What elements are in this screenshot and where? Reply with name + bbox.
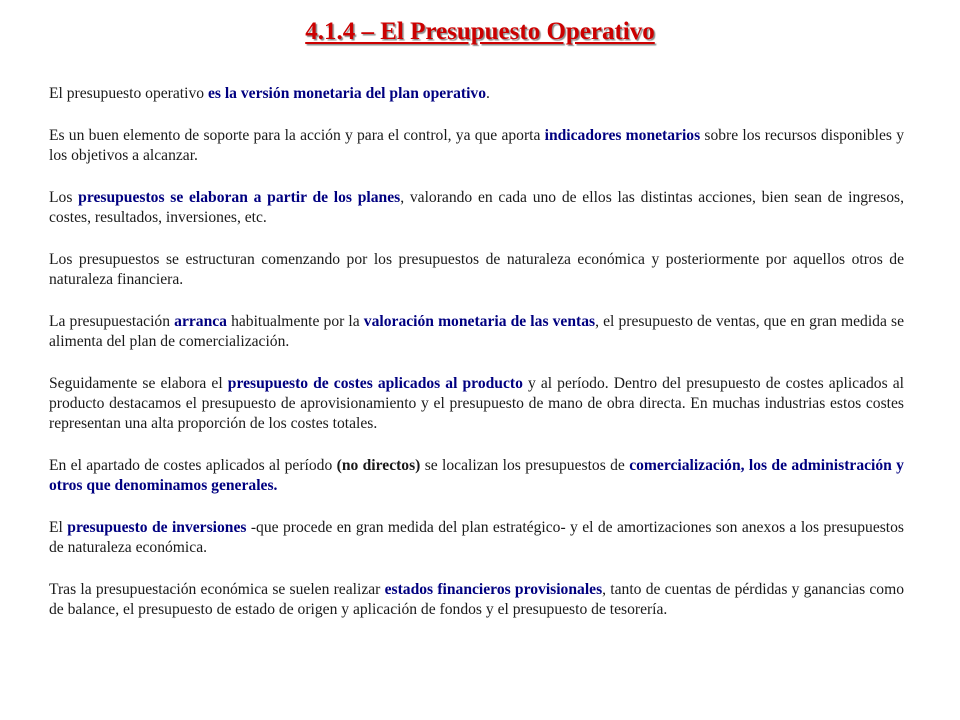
- paragraph-text: habitualmente por la: [226, 313, 364, 330]
- highlighted-text: arranca: [174, 313, 227, 330]
- paragraph: [49, 374, 904, 434]
- paragraph: [49, 518, 904, 558]
- highlighted-text: comercialización, los de administración y otros que denominamos generales.: [49, 457, 904, 494]
- highlighted-text: presupuestos se elaboran a partir de los planes: [78, 189, 401, 206]
- paragraph: [49, 126, 904, 166]
- paragraph-text: .: [486, 85, 490, 102]
- paragraph-text: sobre los recursos disponibles y los objetivos a alcanzar.: [49, 127, 904, 164]
- paragraph-text: La presupuestación: [49, 313, 175, 330]
- paragraph: [49, 580, 904, 620]
- highlighted-text: estados financieros provisionales: [384, 581, 603, 598]
- paragraph: [49, 456, 904, 496]
- paragraph-text: , el presupuesto de ventas, que en gran medida se alimenta del plan de comercialización.: [49, 313, 905, 350]
- slide-title: 4.1.4 – El Presupuesto Operativo: [305, 18, 655, 45]
- paragraph: [49, 188, 904, 228]
- highlighted-text: indicadores monetarios: [544, 127, 701, 144]
- paragraph-text: Seguidamente se elabora el: [49, 375, 228, 392]
- paragraph-text: Tras la presupuestación económica se suelen realizar: [49, 581, 385, 598]
- highlighted-text: valoración monetaria de las ventas: [363, 313, 596, 330]
- paragraph-text: y al período. Dentro del presupuesto de costes aplicados al producto destacamos el presupuesto de aprovisionamiento y el presupuesto de mano de obra directa. En muchas industrias estos costes representan una alta proporción de los costes totales.: [49, 375, 904, 432]
- paragraph-text: se localizan los presupuestos de: [420, 457, 630, 474]
- slide-body: [49, 84, 904, 642]
- paragraph-text: Los: [49, 189, 79, 206]
- paragraph: [49, 250, 904, 290]
- paragraph-text: En el apartado de costes aplicados al período: [49, 457, 337, 474]
- paragraph: [49, 84, 904, 104]
- highlighted-text: es la versión monetaria del plan operativo: [207, 85, 487, 102]
- paragraph-text: , valorando en cada uno de ellos las distintas acciones, bien sean de ingresos, costes, resultados, inversiones, etc.: [49, 189, 904, 226]
- paragraph-text: Los presupuestos se estructuran comenzando por los presupuestos de naturaleza económica y posteriormente por aquellos otros de naturaleza financiera.: [49, 251, 904, 288]
- paragraph: [49, 312, 904, 352]
- paragraph-text: , tanto de cuentas de pérdidas y ganancias como de balance, el presupuesto de estado de origen y aplicación de fondos y el presupuesto de tesorería.: [49, 581, 905, 618]
- highlighted-text: presupuesto de costes aplicados al producto: [227, 375, 523, 392]
- highlighted-text: (no directos): [336, 457, 421, 474]
- paragraph-text: Es un buen elemento de soporte para la acción y para el control, ya que aporta: [49, 127, 545, 144]
- paragraph-text: El: [49, 519, 68, 536]
- paragraph-text: El presupuesto operativo: [49, 85, 208, 102]
- highlighted-text: presupuesto de inversiones: [67, 519, 247, 536]
- paragraph-text: -que procede en gran medida del plan estratégico- y el de amortizaciones son anexos a los presupuestos de naturaleza económica.: [49, 519, 905, 556]
